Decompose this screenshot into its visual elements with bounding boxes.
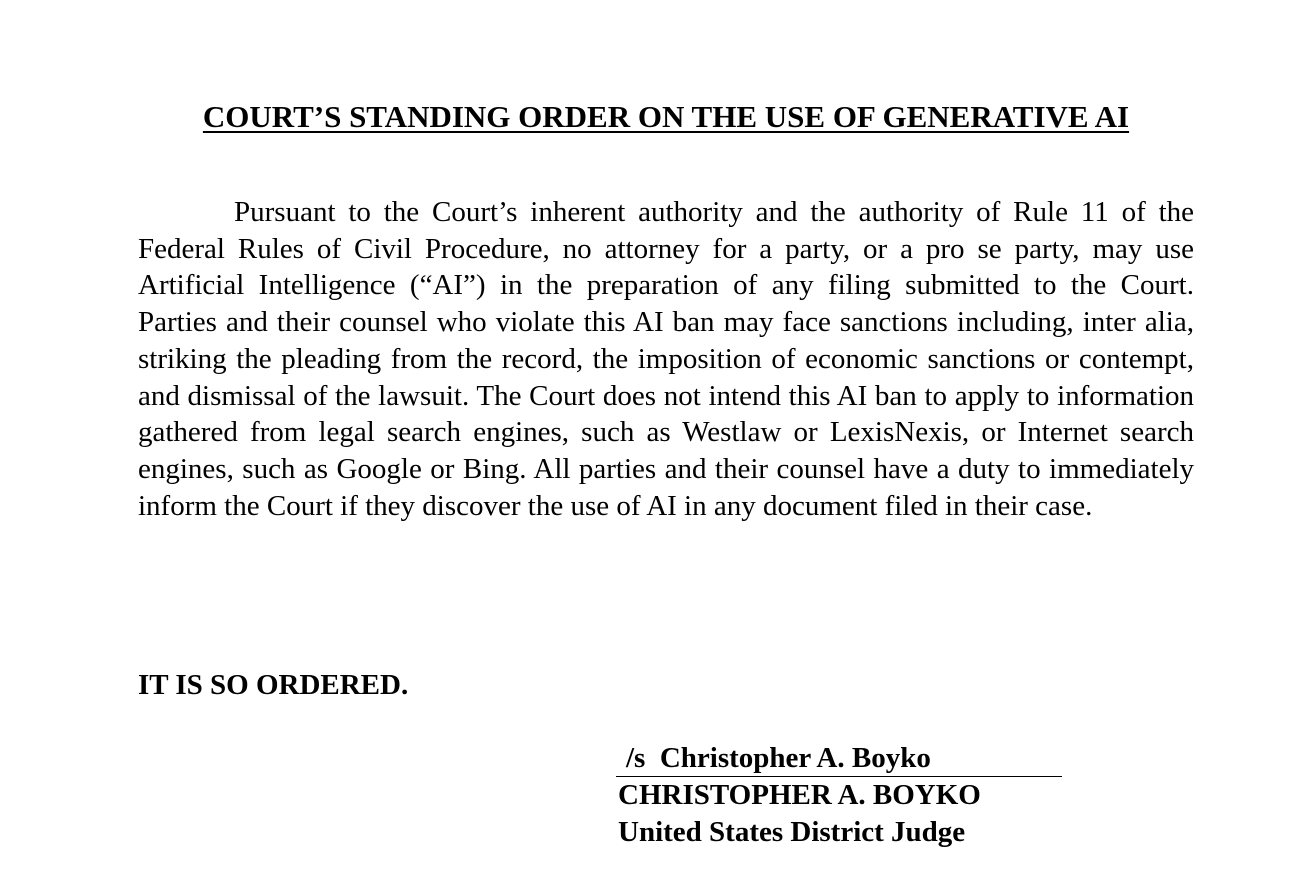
- document-title: [138, 97, 1194, 137]
- so-ordered-statement: IT IS SO ORDERED.: [138, 669, 409, 701]
- document-title-text: COURT’S STANDING ORDER ON THE USE OF GENERATIVE AI: [202, 99, 1130, 134]
- signer-title: United States District Judge: [618, 815, 966, 848]
- signer-name: CHRISTOPHER A. BOYKO: [618, 779, 981, 811]
- signature-block: [616, 740, 1062, 850]
- electronic-signature: /s Christopher A. Boyko: [616, 740, 1062, 777]
- order-body-paragraph: Pursuant to the Court’s inherent authority and the authority of Rule 11 of the Federal Rules of Civil Procedure, no attorney for a party, or a pro se party, may use Artificial Intelligence (“AI”) in the preparation of any filing submitted to the Court. Parties and their counsel who violate this AI ban may face sanctions including, inter alia, striking the pleading from the record, the imposition of economic sanctions or contempt, and dismissal of the lawsuit. The Court does not intend this AI ban to apply to information gathered from legal search engines, such as Westlaw or LexisNexis, or Internet search engines, such as Google or Bing. All parties and their counsel have a duty to immediately inform the Court if they discover the use of AI in any document filed in their case.: [138, 196, 1194, 522]
